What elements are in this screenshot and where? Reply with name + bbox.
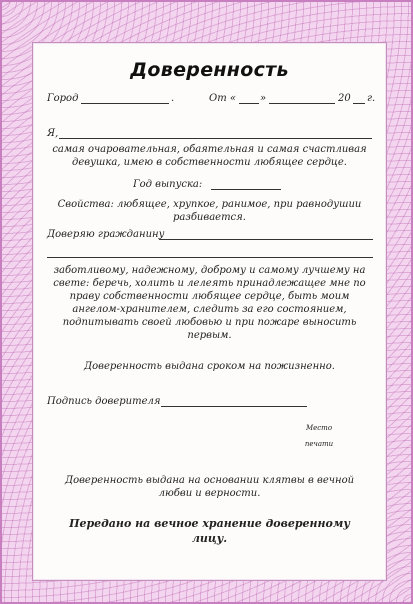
stamp-place-line1: Место <box>305 424 333 432</box>
signature-label: Подпись доверителя <box>47 396 161 407</box>
city-label: Город <box>47 93 79 104</box>
body-line2: свете: беречь, холить и лелеять принадлежащее мне по <box>53 278 366 289</box>
body-line1: заботливому, надежному, доброму и самому лучшему на <box>53 265 366 276</box>
props-line1: Свойства: любящее, хрупкое, ранимое, при равнодушии <box>57 199 362 210</box>
trustee-field-2[interactable] <box>47 257 373 258</box>
signature-field[interactable] <box>161 406 307 407</box>
para1-line1: самая очаровательная, обаятельная и самая счастливая <box>52 144 367 155</box>
para1-line2: девушка, имею в собственности любящее сердце. <box>72 157 347 168</box>
trust-label: Доверяю гражданину <box>47 229 165 240</box>
city-field[interactable] <box>81 103 169 104</box>
term-text: Доверенность выдана сроком на пожизненно. <box>84 361 335 372</box>
final-line2: лицу. <box>191 532 228 545</box>
body-line6: первым. <box>187 330 232 341</box>
i-label: Я, <box>47 128 59 139</box>
year-suffix: г. <box>367 93 376 104</box>
document-paper: Доверенность Город . От « » 20 г. Я, самая очаровательная, обаятельная и самая счастливая девушка, имею в собственности любящее сердце. Год выпуска: Свойства: любящее, хрупкое, ранимое, при равнодушии разбивается. Доверяю гражданину заботливому, надежному, доброму и самому лучшему на свете: беречь, холить и лелеять принадлежащее мне по праву собственности любящее сердце, быть моим ангелом-хранителем, следить за его состоянием, подпитывать своей любовью и при пожаре выносить первым. Доверенность выдана сроком на пожизненно. Подпись доверителя Место печати Доверенность выдана на основании клятвы в вечной любви и верности. Передано на вечное хранение доверенному лицу. <box>32 42 387 581</box>
year-prefix: 20 <box>338 93 351 104</box>
stamp-place-line2: печати <box>304 440 334 448</box>
props-line2: разбивается. <box>173 212 246 223</box>
year-of-issue-field[interactable] <box>211 189 281 190</box>
basis-line1: Доверенность выдана на основании клятвы в вечной <box>64 475 355 486</box>
basis-line2: любви и верности. <box>158 488 261 499</box>
date-suffix: » <box>260 93 267 104</box>
body-line5: подпитывать своей любовью и при пожаре выносить <box>62 317 357 328</box>
final-line1: Передано на вечное хранение доверенному <box>69 517 350 530</box>
name-field[interactable] <box>59 138 372 139</box>
year-of-issue-label: Год выпуска: <box>133 179 203 190</box>
month-field[interactable] <box>269 103 335 104</box>
year-field[interactable] <box>353 103 365 104</box>
trustee-field-1[interactable] <box>159 239 373 240</box>
day-field[interactable] <box>239 103 259 104</box>
body-line4: ангелом-хранителем, следить за его состоянием, <box>72 304 347 315</box>
document-title: Доверенность <box>130 59 289 81</box>
date-prefix: От « <box>209 93 236 104</box>
body-line3: праву собственности любящее сердце, быть моим <box>69 291 350 302</box>
